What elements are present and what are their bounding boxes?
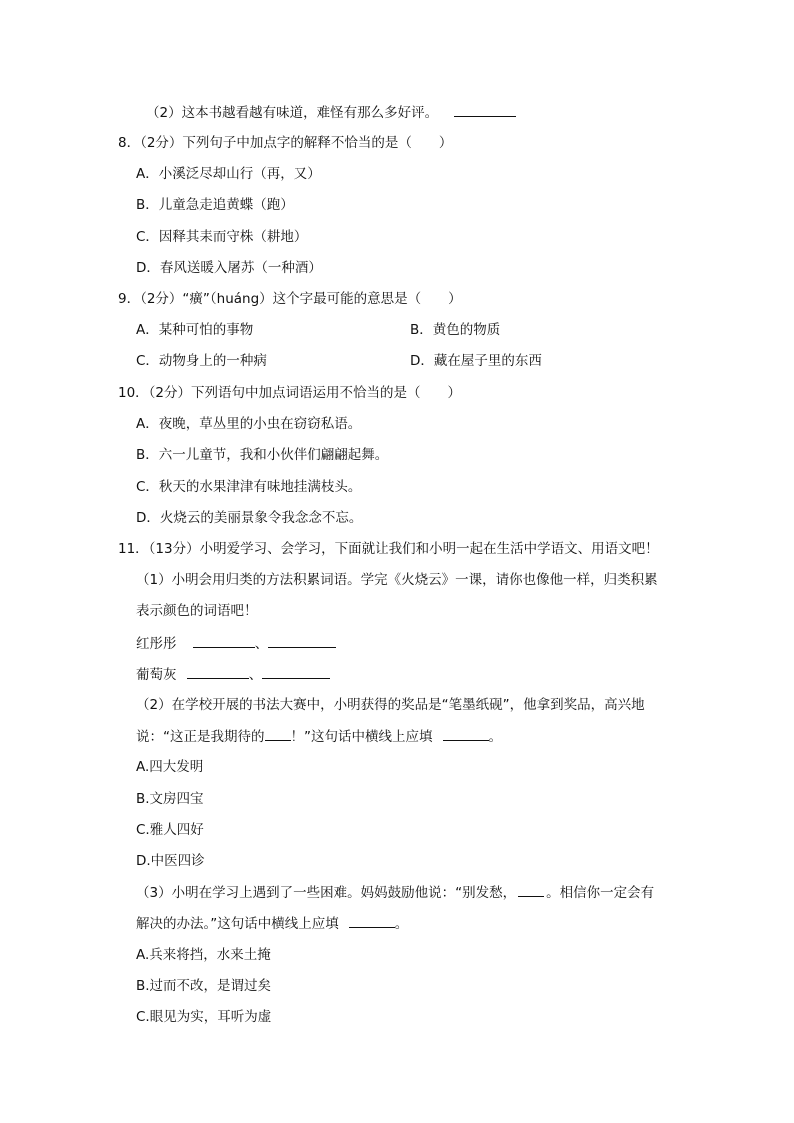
q11-word2-row: [136, 664, 330, 685]
separator: 、: [248, 667, 263, 683]
q11-part2-option-c[interactable]: C.雅人四好: [136, 822, 204, 838]
q11-stem: 11．（13分）小明爱学习、会学习，下面就让我们和小明一起在生活中学语文、用语文吧！: [118, 541, 659, 557]
q11-word1-row: [136, 633, 336, 654]
answer-blank[interactable]: [349, 913, 395, 928]
q11-part1-line1: （1）小明会用归类的方法积累词语。学完《火烧云》一课，请你也像他一样，归类积累: [136, 572, 658, 588]
q7-part2-text: （2）这本书越看越有味道，难怪有那么多好评。: [146, 105, 439, 121]
q11-word2: 葡萄灰: [136, 667, 177, 683]
answer-blank[interactable]: [262, 664, 330, 679]
q9-option-a[interactable]: A．某种可怕的事物: [136, 322, 254, 338]
answer-blank[interactable]: [265, 726, 291, 741]
q11-part3-option-c[interactable]: C.眼见为实，耳听为虚: [136, 1009, 272, 1025]
q8-option-b[interactable]: B．儿童急走追黄蝶（跑）: [136, 197, 294, 213]
q8-option-d[interactable]: D．春风送暖入屠苏（一种酒）: [136, 260, 322, 276]
q11-part2-option-d[interactable]: D.中医四诊: [136, 853, 205, 869]
q9-stem: 9．（2分）“癀”（huáng）这个字最可能的意思是（ ）: [118, 291, 462, 307]
q11-part2-option-b[interactable]: B.文房四宝: [136, 791, 204, 807]
q7-part2-line: [146, 102, 516, 123]
q11-part3-option-a[interactable]: A.兵来将挡，水来土掩: [136, 947, 271, 963]
q10-option-a[interactable]: A．夜晚，草丛里的小虫在窃窃私语。: [136, 416, 362, 432]
q8-option-a[interactable]: A．小溪泛尽却山行（再，又）: [136, 166, 321, 182]
q9-option-d[interactable]: D．藏在屋子里的东西: [410, 353, 542, 369]
q9-option-c[interactable]: C．动物身上的一种病: [136, 353, 267, 369]
q11-part2-option-a[interactable]: A.四大发明: [136, 759, 204, 775]
q10-option-c[interactable]: C．秋天的水果津津有味地挂满枝头。: [136, 479, 362, 495]
answer-blank[interactable]: [187, 664, 249, 679]
q11-word1: 红彤彤: [136, 636, 177, 652]
q11-part2-line1: （2）在学校开展的书法大赛中，小明获得的奖品是“笔墨纸砚”，他拿到奖品，高兴地: [136, 697, 645, 713]
q11-part3-text-c: 解决的办法。”这句话中横线上应填: [136, 916, 339, 932]
q11-part3-option-b[interactable]: B.过而不改，是谓过矣: [136, 978, 272, 994]
answer-blank[interactable]: [268, 633, 336, 648]
q11-part3-text-d: 。: [394, 916, 409, 932]
q10-stem: 10．（2分）下列语句中加点词语运用不恰当的是（ ）: [118, 385, 462, 401]
answer-blank[interactable]: [454, 102, 516, 117]
q11-part3-line2: [136, 913, 408, 934]
q9-option-b[interactable]: B．黄色的物质: [410, 322, 501, 338]
separator: 、: [254, 636, 269, 652]
q11-part3-text-b: 。相信你一定会有: [546, 885, 655, 901]
answer-blank[interactable]: [443, 726, 489, 741]
q10-option-b[interactable]: B．六一儿童节，我和小伙伴们翩翩起舞。: [136, 447, 389, 463]
answer-blank[interactable]: [193, 633, 255, 648]
answer-blank[interactable]: [518, 882, 544, 897]
q10-option-d[interactable]: D．火烧云的美丽景象令我念念不忘。: [136, 510, 363, 526]
q11-part2-line2: [136, 726, 502, 747]
q11-part2-text-c: 。: [488, 729, 502, 745]
q11-part1-line2: 表示颜色的词语吧！: [136, 603, 258, 619]
q8-stem: 8．（2分）下列句子中加点字的解释不恰当的是（ ）: [118, 135, 453, 151]
q11-part3-line1: [136, 882, 654, 903]
q8-option-c[interactable]: C．因释其耒而守株（耕地）: [136, 229, 308, 245]
q11-part2-text-b: ！”这句话中横线上应填: [290, 729, 433, 745]
q11-part2-text-a: 说：“这正是我期待的: [136, 729, 265, 745]
q11-part3-text-a: （3）小明在学习上遇到了一些困难。妈妈鼓励他说：“别发愁，: [136, 885, 517, 901]
